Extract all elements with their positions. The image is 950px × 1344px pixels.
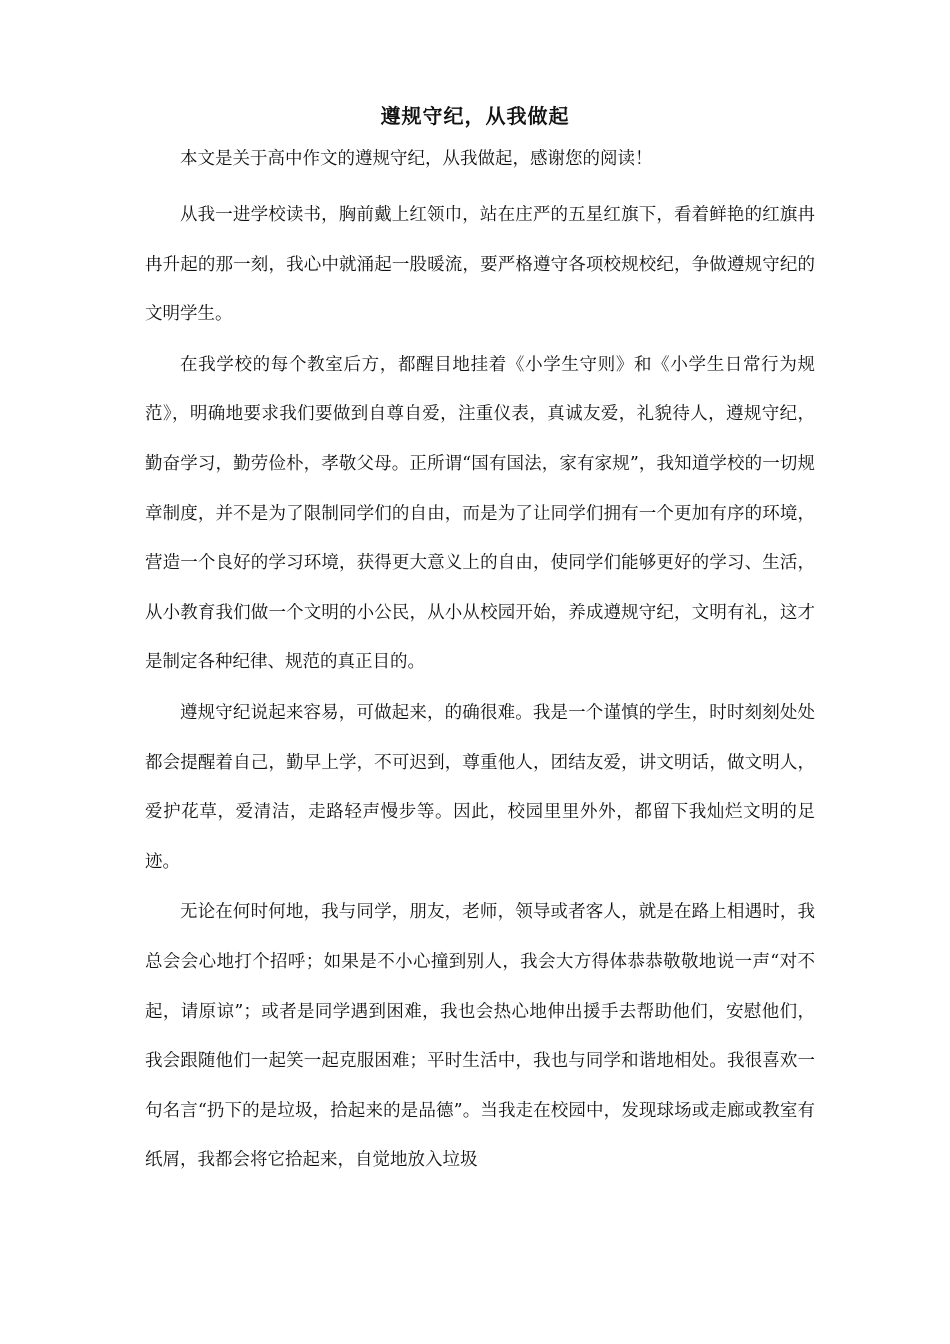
paragraph-3: 遵规守纪说起来容易，可做起来，的确很难。我是一个谨慎的学生，时时刻刻处处都会提醒着自己，勤早上学，不可迟到，尊重他人，团结友爱，讲文明话，做文明人，爱护花草，爱清洁，走路轻声慢步等。因此，校园里里外外，都留下我灿烂文明的足迹。 [145, 702, 815, 872]
document-body [145, 191, 815, 1187]
intro-paragraph: 本文是关于高中作文的遵规守纪，从我做起，感谢您的阅读！ [180, 149, 653, 169]
paragraph-2: 在我学校的每个教室后方，都醒目地挂着《小学生守则》和《小学生日常行为规范》，明确地要求我们要做到自尊自爱，注重仪表，真诚友爱，礼貌待人，遵规守纪，勤奋学习，勤劳俭朴，孝敬父母。正所谓“国有国法，家有家规”，我知道学校的一切规章制度，并不是为了限制同学们的自由，而是为了让同学们拥有一个更加有序的环境，营造一个良好的学习环境，获得更大意义上的自由，使同学们能够更好的学习、生活，从小教育我们做一个文明的小公民，从小从校园开始，养成遵规守纪，文明有礼，这才是制定各种纪律、规范的真正目的。 [145, 354, 815, 673]
paragraph-1: 从我一进学校读书，胸前戴上红领巾，站在庄严的五星红旗下，看着鲜艳的红旗冉冉升起的那一刻，我心中就涌起一股暖流，要严格遵守各项校规校纪，争做遵规守纪的文明学生。 [145, 205, 815, 325]
paragraph-4: 无论在何时何地，我与同学，朋友，老师，领导或者客人，就是在路上相遇时，我总会会心地打个招呼；如果是不小心撞到别人，我会大方得体恭恭敬敬地说一声“对不起，请原谅”；或者是同学遇到困难，我也会热心地伸出援手去帮助他们，安慰他们，我会跟随他们一起笑一起克服困难；平时生活中，我也与同学和谐地相处。我很喜欢一句名言“扔下的是垃圾，拾起来的是品德”。当我走在校园中，发现球场或走廊或教室有纸屑，我都会将它拾起来，自觉地放入垃圾 [145, 902, 815, 1171]
document-title: 遵规守纪，从我做起 [380, 104, 570, 128]
